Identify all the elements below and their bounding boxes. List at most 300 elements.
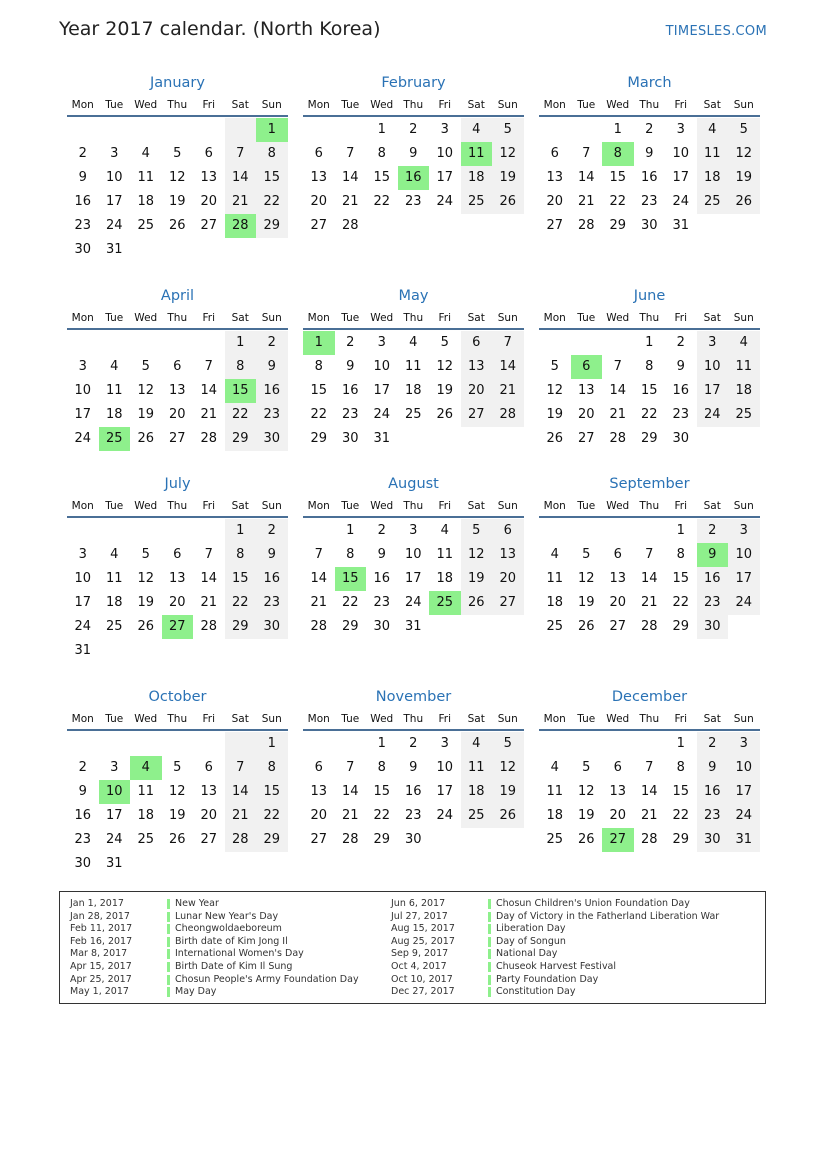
day-cell[interactable]: 20 bbox=[200, 808, 218, 823]
day-cell[interactable]: 3 bbox=[110, 146, 119, 161]
day-cell[interactable]: 9 bbox=[377, 547, 386, 562]
day-cell[interactable]: 10 bbox=[436, 760, 454, 775]
day-cell[interactable]: 24 bbox=[697, 403, 729, 427]
day-cell[interactable]: 14 bbox=[310, 571, 328, 586]
day-cell[interactable]: 30 bbox=[74, 242, 92, 257]
day-cell[interactable]: 16 bbox=[672, 383, 690, 398]
day-cell[interactable]: 5 bbox=[173, 760, 182, 775]
day-cell[interactable]: 13 bbox=[577, 383, 595, 398]
day-cell[interactable]: 9 bbox=[256, 355, 288, 379]
holiday-day-cell[interactable]: 1 bbox=[303, 331, 335, 355]
day-cell[interactable]: 21 bbox=[225, 804, 257, 828]
day-cell[interactable]: 1 bbox=[676, 736, 685, 751]
day-cell[interactable]: 18 bbox=[546, 595, 564, 610]
day-cell[interactable]: 3 bbox=[440, 122, 449, 137]
day-cell[interactable]: 25 bbox=[546, 832, 564, 847]
day-cell[interactable]: 17 bbox=[697, 379, 729, 403]
day-cell[interactable]: 27 bbox=[492, 591, 524, 615]
day-cell[interactable]: 16 bbox=[697, 780, 729, 804]
day-cell[interactable]: 23 bbox=[697, 591, 729, 615]
day-cell[interactable]: 18 bbox=[137, 808, 155, 823]
day-cell[interactable]: 1 bbox=[377, 736, 386, 751]
day-cell[interactable]: 9 bbox=[256, 543, 288, 567]
day-cell[interactable]: 2 bbox=[409, 736, 418, 751]
holiday-day-cell[interactable]: 9 bbox=[697, 543, 729, 567]
day-cell[interactable]: 29 bbox=[373, 832, 391, 847]
day-cell[interactable]: 13 bbox=[310, 784, 328, 799]
day-cell[interactable]: 14 bbox=[225, 166, 257, 190]
day-cell[interactable]: 17 bbox=[373, 383, 391, 398]
day-cell[interactable]: 3 bbox=[728, 519, 760, 543]
day-cell[interactable]: 23 bbox=[697, 804, 729, 828]
day-cell[interactable]: 25 bbox=[728, 403, 760, 427]
day-cell[interactable]: 23 bbox=[341, 407, 359, 422]
day-cell[interactable]: 20 bbox=[577, 407, 595, 422]
day-cell[interactable]: 15 bbox=[609, 170, 627, 185]
day-cell[interactable]: 25 bbox=[697, 190, 729, 214]
day-cell[interactable]: 4 bbox=[409, 335, 418, 350]
day-cell[interactable]: 4 bbox=[141, 146, 150, 161]
holiday-day-cell[interactable]: 25 bbox=[429, 591, 461, 615]
holiday-day-cell[interactable]: 8 bbox=[602, 142, 634, 166]
day-cell[interactable]: 24 bbox=[728, 804, 760, 828]
day-cell[interactable]: 12 bbox=[728, 142, 760, 166]
day-cell[interactable]: 18 bbox=[461, 166, 493, 190]
day-cell[interactable]: 21 bbox=[341, 194, 359, 209]
day-cell[interactable]: 8 bbox=[256, 756, 288, 780]
day-cell[interactable]: 28 bbox=[341, 218, 359, 233]
day-cell[interactable]: 21 bbox=[640, 808, 658, 823]
day-cell[interactable]: 26 bbox=[577, 832, 595, 847]
day-cell[interactable]: 17 bbox=[672, 170, 690, 185]
day-cell[interactable]: 9 bbox=[78, 784, 87, 799]
day-cell[interactable]: 1 bbox=[676, 523, 685, 538]
day-cell[interactable]: 30 bbox=[404, 832, 422, 847]
day-cell[interactable]: 25 bbox=[105, 619, 123, 634]
day-cell[interactable]: 31 bbox=[105, 242, 123, 257]
day-cell[interactable]: 22 bbox=[225, 403, 257, 427]
day-cell[interactable]: 17 bbox=[74, 595, 92, 610]
day-cell[interactable]: 1 bbox=[225, 519, 257, 543]
day-cell[interactable]: 28 bbox=[310, 619, 328, 634]
day-cell[interactable]: 25 bbox=[546, 619, 564, 634]
day-cell[interactable]: 19 bbox=[492, 166, 524, 190]
day-cell[interactable]: 23 bbox=[74, 832, 92, 847]
day-cell[interactable]: 25 bbox=[137, 832, 155, 847]
day-cell[interactable]: 27 bbox=[200, 218, 218, 233]
day-cell[interactable]: 21 bbox=[200, 407, 218, 422]
day-cell[interactable]: 2 bbox=[346, 335, 355, 350]
day-cell[interactable]: 20 bbox=[492, 567, 524, 591]
day-cell[interactable]: 27 bbox=[310, 218, 328, 233]
day-cell[interactable]: 19 bbox=[577, 808, 595, 823]
day-cell[interactable]: 12 bbox=[461, 543, 493, 567]
day-cell[interactable]: 25 bbox=[137, 218, 155, 233]
day-cell[interactable]: 23 bbox=[256, 403, 288, 427]
day-cell[interactable]: 16 bbox=[373, 571, 391, 586]
day-cell[interactable]: 13 bbox=[461, 355, 493, 379]
day-cell[interactable]: 16 bbox=[256, 379, 288, 403]
day-cell[interactable]: 13 bbox=[168, 383, 186, 398]
day-cell[interactable]: 21 bbox=[225, 190, 257, 214]
day-cell[interactable]: 9 bbox=[676, 359, 685, 374]
day-cell[interactable]: 18 bbox=[404, 383, 422, 398]
day-cell[interactable]: 28 bbox=[200, 619, 218, 634]
day-cell[interactable]: 25 bbox=[461, 190, 493, 214]
day-cell[interactable]: 10 bbox=[728, 756, 760, 780]
day-cell[interactable]: 19 bbox=[546, 407, 564, 422]
day-cell[interactable]: 5 bbox=[582, 547, 591, 562]
day-cell[interactable]: 24 bbox=[436, 194, 454, 209]
day-cell[interactable]: 3 bbox=[78, 547, 87, 562]
day-cell[interactable]: 18 bbox=[546, 808, 564, 823]
day-cell[interactable]: 6 bbox=[314, 760, 323, 775]
day-cell[interactable]: 20 bbox=[168, 595, 186, 610]
day-cell[interactable]: 20 bbox=[609, 808, 627, 823]
day-cell[interactable]: 5 bbox=[141, 547, 150, 562]
day-cell[interactable]: 4 bbox=[550, 547, 559, 562]
day-cell[interactable]: 21 bbox=[640, 595, 658, 610]
day-cell[interactable]: 10 bbox=[373, 359, 391, 374]
day-cell[interactable]: 19 bbox=[137, 407, 155, 422]
day-cell[interactable]: 31 bbox=[672, 218, 690, 233]
day-cell[interactable]: 6 bbox=[204, 760, 213, 775]
day-cell[interactable]: 29 bbox=[225, 615, 257, 639]
day-cell[interactable]: 15 bbox=[225, 567, 257, 591]
day-cell[interactable]: 1 bbox=[613, 122, 622, 137]
day-cell[interactable]: 26 bbox=[492, 190, 524, 214]
day-cell[interactable]: 13 bbox=[546, 170, 564, 185]
day-cell[interactable]: 7 bbox=[225, 142, 257, 166]
day-cell[interactable]: 3 bbox=[409, 523, 418, 538]
holiday-day-cell[interactable]: 28 bbox=[225, 214, 257, 238]
day-cell[interactable]: 29 bbox=[310, 431, 328, 446]
day-cell[interactable]: 20 bbox=[168, 407, 186, 422]
day-cell[interactable]: 8 bbox=[377, 760, 386, 775]
day-cell[interactable]: 6 bbox=[461, 331, 493, 355]
day-cell[interactable]: 4 bbox=[110, 359, 119, 374]
day-cell[interactable]: 26 bbox=[577, 619, 595, 634]
day-cell[interactable]: 7 bbox=[346, 760, 355, 775]
day-cell[interactable]: 15 bbox=[256, 166, 288, 190]
day-cell[interactable]: 9 bbox=[78, 170, 87, 185]
day-cell[interactable]: 17 bbox=[728, 567, 760, 591]
day-cell[interactable]: 29 bbox=[341, 619, 359, 634]
day-cell[interactable]: 31 bbox=[373, 431, 391, 446]
day-cell[interactable]: 24 bbox=[436, 808, 454, 823]
day-cell[interactable]: 22 bbox=[225, 591, 257, 615]
day-cell[interactable]: 18 bbox=[461, 780, 493, 804]
day-cell[interactable]: 24 bbox=[74, 619, 92, 634]
day-cell[interactable]: 18 bbox=[728, 379, 760, 403]
holiday-day-cell[interactable]: 15 bbox=[335, 567, 367, 591]
day-cell[interactable]: 17 bbox=[728, 780, 760, 804]
day-cell[interactable]: 29 bbox=[640, 431, 658, 446]
day-cell[interactable]: 14 bbox=[609, 383, 627, 398]
day-cell[interactable]: 10 bbox=[105, 170, 123, 185]
day-cell[interactable]: 28 bbox=[640, 832, 658, 847]
day-cell[interactable]: 16 bbox=[697, 567, 729, 591]
day-cell[interactable]: 8 bbox=[314, 359, 323, 374]
day-cell[interactable]: 12 bbox=[137, 383, 155, 398]
day-cell[interactable]: 5 bbox=[461, 519, 493, 543]
day-cell[interactable]: 3 bbox=[78, 359, 87, 374]
day-cell[interactable]: 16 bbox=[256, 567, 288, 591]
day-cell[interactable]: 7 bbox=[582, 146, 591, 161]
day-cell[interactable]: 21 bbox=[609, 407, 627, 422]
holiday-day-cell[interactable]: 27 bbox=[162, 615, 194, 639]
day-cell[interactable]: 13 bbox=[492, 543, 524, 567]
day-cell[interactable]: 21 bbox=[577, 194, 595, 209]
day-cell[interactable]: 20 bbox=[200, 194, 218, 209]
day-cell[interactable]: 27 bbox=[546, 218, 564, 233]
day-cell[interactable]: 26 bbox=[492, 804, 524, 828]
day-cell[interactable]: 19 bbox=[728, 166, 760, 190]
day-cell[interactable]: 8 bbox=[225, 355, 257, 379]
day-cell[interactable]: 14 bbox=[225, 780, 257, 804]
day-cell[interactable]: 22 bbox=[341, 595, 359, 610]
day-cell[interactable]: 12 bbox=[492, 142, 524, 166]
day-cell[interactable]: 24 bbox=[672, 194, 690, 209]
day-cell[interactable]: 24 bbox=[105, 832, 123, 847]
day-cell[interactable]: 4 bbox=[110, 547, 119, 562]
day-cell[interactable]: 2 bbox=[78, 760, 87, 775]
day-cell[interactable]: 14 bbox=[200, 383, 218, 398]
day-cell[interactable]: 26 bbox=[546, 431, 564, 446]
day-cell[interactable]: 17 bbox=[436, 784, 454, 799]
day-cell[interactable]: 5 bbox=[173, 146, 182, 161]
day-cell[interactable]: 4 bbox=[728, 331, 760, 355]
day-cell[interactable]: 21 bbox=[341, 808, 359, 823]
day-cell[interactable]: 29 bbox=[672, 832, 690, 847]
holiday-day-cell[interactable]: 1 bbox=[256, 118, 288, 142]
day-cell[interactable]: 30 bbox=[256, 615, 288, 639]
day-cell[interactable]: 11 bbox=[436, 547, 454, 562]
day-cell[interactable]: 26 bbox=[137, 431, 155, 446]
day-cell[interactable]: 11 bbox=[546, 571, 564, 586]
day-cell[interactable]: 2 bbox=[256, 331, 288, 355]
day-cell[interactable]: 3 bbox=[110, 760, 119, 775]
day-cell[interactable]: 30 bbox=[341, 431, 359, 446]
day-cell[interactable]: 26 bbox=[168, 832, 186, 847]
day-cell[interactable]: 12 bbox=[168, 784, 186, 799]
day-cell[interactable]: 11 bbox=[137, 784, 155, 799]
day-cell[interactable]: 19 bbox=[492, 780, 524, 804]
day-cell[interactable]: 3 bbox=[377, 335, 386, 350]
day-cell[interactable]: 7 bbox=[346, 146, 355, 161]
day-cell[interactable]: 11 bbox=[461, 756, 493, 780]
day-cell[interactable]: 7 bbox=[225, 756, 257, 780]
day-cell[interactable]: 10 bbox=[74, 383, 92, 398]
day-cell[interactable]: 6 bbox=[173, 359, 182, 374]
day-cell[interactable]: 10 bbox=[728, 543, 760, 567]
day-cell[interactable]: 7 bbox=[204, 359, 213, 374]
day-cell[interactable]: 4 bbox=[461, 732, 493, 756]
day-cell[interactable]: 10 bbox=[74, 571, 92, 586]
day-cell[interactable]: 28 bbox=[225, 828, 257, 852]
day-cell[interactable]: 27 bbox=[461, 403, 493, 427]
day-cell[interactable]: 12 bbox=[436, 359, 454, 374]
day-cell[interactable]: 27 bbox=[168, 431, 186, 446]
day-cell[interactable]: 23 bbox=[373, 595, 391, 610]
day-cell[interactable]: 31 bbox=[404, 619, 422, 634]
day-cell[interactable]: 26 bbox=[168, 218, 186, 233]
day-cell[interactable]: 27 bbox=[310, 832, 328, 847]
day-cell[interactable]: 22 bbox=[310, 407, 328, 422]
day-cell[interactable]: 19 bbox=[137, 595, 155, 610]
day-cell[interactable]: 10 bbox=[697, 355, 729, 379]
day-cell[interactable]: 17 bbox=[404, 571, 422, 586]
day-cell[interactable]: 7 bbox=[314, 547, 323, 562]
day-cell[interactable]: 6 bbox=[173, 547, 182, 562]
day-cell[interactable]: 15 bbox=[256, 780, 288, 804]
day-cell[interactable]: 23 bbox=[640, 194, 658, 209]
day-cell[interactable]: 14 bbox=[341, 784, 359, 799]
day-cell[interactable]: 31 bbox=[105, 856, 123, 871]
day-cell[interactable]: 20 bbox=[310, 808, 328, 823]
day-cell[interactable]: 12 bbox=[577, 571, 595, 586]
day-cell[interactable]: 21 bbox=[200, 595, 218, 610]
day-cell[interactable]: 9 bbox=[697, 756, 729, 780]
day-cell[interactable]: 19 bbox=[461, 567, 493, 591]
day-cell[interactable]: 27 bbox=[609, 619, 627, 634]
day-cell[interactable]: 11 bbox=[697, 142, 729, 166]
day-cell[interactable]: 31 bbox=[74, 643, 92, 658]
day-cell[interactable]: 28 bbox=[577, 218, 595, 233]
day-cell[interactable]: 12 bbox=[546, 383, 564, 398]
day-cell[interactable]: 5 bbox=[728, 118, 760, 142]
day-cell[interactable]: 20 bbox=[461, 379, 493, 403]
day-cell[interactable]: 8 bbox=[645, 359, 654, 374]
day-cell[interactable]: 13 bbox=[310, 170, 328, 185]
day-cell[interactable]: 26 bbox=[728, 190, 760, 214]
day-cell[interactable]: 28 bbox=[640, 619, 658, 634]
day-cell[interactable]: 13 bbox=[200, 170, 218, 185]
day-cell[interactable]: 21 bbox=[492, 379, 524, 403]
day-cell[interactable]: 28 bbox=[341, 832, 359, 847]
day-cell[interactable]: 28 bbox=[200, 431, 218, 446]
day-cell[interactable]: 29 bbox=[256, 828, 288, 852]
holiday-day-cell[interactable]: 27 bbox=[602, 828, 634, 852]
day-cell[interactable]: 26 bbox=[436, 407, 454, 422]
day-cell[interactable]: 24 bbox=[373, 407, 391, 422]
day-cell[interactable]: 5 bbox=[492, 118, 524, 142]
day-cell[interactable]: 6 bbox=[550, 146, 559, 161]
day-cell[interactable]: 5 bbox=[440, 335, 449, 350]
day-cell[interactable]: 16 bbox=[74, 194, 92, 209]
day-cell[interactable]: 7 bbox=[645, 547, 654, 562]
day-cell[interactable]: 9 bbox=[346, 359, 355, 374]
day-cell[interactable]: 8 bbox=[256, 142, 288, 166]
day-cell[interactable]: 16 bbox=[640, 170, 658, 185]
day-cell[interactable]: 26 bbox=[461, 591, 493, 615]
day-cell[interactable]: 18 bbox=[697, 166, 729, 190]
day-cell[interactable]: 9 bbox=[409, 760, 418, 775]
day-cell[interactable]: 12 bbox=[168, 170, 186, 185]
day-cell[interactable]: 24 bbox=[404, 595, 422, 610]
day-cell[interactable]: 15 bbox=[373, 784, 391, 799]
day-cell[interactable]: 19 bbox=[168, 808, 186, 823]
day-cell[interactable]: 6 bbox=[613, 547, 622, 562]
day-cell[interactable]: 11 bbox=[105, 571, 123, 586]
day-cell[interactable]: 30 bbox=[697, 828, 729, 852]
day-cell[interactable]: 27 bbox=[577, 431, 595, 446]
day-cell[interactable]: 1 bbox=[225, 331, 257, 355]
day-cell[interactable]: 3 bbox=[676, 122, 685, 137]
day-cell[interactable]: 16 bbox=[341, 383, 359, 398]
day-cell[interactable]: 16 bbox=[404, 784, 422, 799]
day-cell[interactable]: 29 bbox=[672, 619, 690, 634]
day-cell[interactable]: 8 bbox=[225, 543, 257, 567]
day-cell[interactable]: 8 bbox=[676, 760, 685, 775]
day-cell[interactable]: 27 bbox=[200, 832, 218, 847]
day-cell[interactable]: 15 bbox=[373, 170, 391, 185]
day-cell[interactable]: 5 bbox=[582, 760, 591, 775]
day-cell[interactable]: 4 bbox=[461, 118, 493, 142]
day-cell[interactable]: 25 bbox=[404, 407, 422, 422]
day-cell[interactable]: 23 bbox=[404, 194, 422, 209]
day-cell[interactable]: 3 bbox=[440, 736, 449, 751]
day-cell[interactable]: 18 bbox=[137, 194, 155, 209]
day-cell[interactable]: 11 bbox=[546, 784, 564, 799]
day-cell[interactable]: 8 bbox=[377, 146, 386, 161]
day-cell[interactable]: 11 bbox=[404, 359, 422, 374]
day-cell[interactable]: 15 bbox=[640, 383, 658, 398]
day-cell[interactable]: 29 bbox=[609, 218, 627, 233]
day-cell[interactable]: 8 bbox=[676, 547, 685, 562]
day-cell[interactable]: 2 bbox=[256, 519, 288, 543]
day-cell[interactable]: 20 bbox=[546, 194, 564, 209]
day-cell[interactable]: 1 bbox=[377, 122, 386, 137]
day-cell[interactable]: 30 bbox=[672, 431, 690, 446]
day-cell[interactable]: 2 bbox=[697, 519, 729, 543]
day-cell[interactable]: 29 bbox=[256, 214, 288, 238]
day-cell[interactable]: 9 bbox=[409, 146, 418, 161]
day-cell[interactable]: 28 bbox=[492, 403, 524, 427]
day-cell[interactable]: 11 bbox=[105, 383, 123, 398]
day-cell[interactable]: 28 bbox=[609, 431, 627, 446]
day-cell[interactable]: 22 bbox=[640, 407, 658, 422]
day-cell[interactable]: 1 bbox=[256, 732, 288, 756]
day-cell[interactable]: 13 bbox=[609, 784, 627, 799]
day-cell[interactable]: 11 bbox=[137, 170, 155, 185]
day-cell[interactable]: 14 bbox=[577, 170, 595, 185]
day-cell[interactable]: 2 bbox=[676, 335, 685, 350]
day-cell[interactable]: 30 bbox=[373, 619, 391, 634]
day-cell[interactable]: 24 bbox=[728, 591, 760, 615]
day-cell[interactable]: 4 bbox=[550, 760, 559, 775]
day-cell[interactable]: 30 bbox=[256, 427, 288, 451]
day-cell[interactable]: 24 bbox=[74, 431, 92, 446]
day-cell[interactable]: 2 bbox=[78, 146, 87, 161]
day-cell[interactable]: 1 bbox=[645, 335, 654, 350]
day-cell[interactable]: 12 bbox=[492, 756, 524, 780]
day-cell[interactable]: 3 bbox=[728, 732, 760, 756]
day-cell[interactable]: 16 bbox=[74, 808, 92, 823]
day-cell[interactable]: 12 bbox=[577, 784, 595, 799]
day-cell[interactable]: 22 bbox=[373, 194, 391, 209]
day-cell[interactable]: 19 bbox=[436, 383, 454, 398]
day-cell[interactable]: 10 bbox=[404, 547, 422, 562]
holiday-day-cell[interactable]: 15 bbox=[225, 379, 257, 403]
day-cell[interactable]: 23 bbox=[74, 218, 92, 233]
day-cell[interactable]: 4 bbox=[440, 523, 449, 538]
day-cell[interactable]: 10 bbox=[672, 146, 690, 161]
day-cell[interactable]: 18 bbox=[105, 595, 123, 610]
day-cell[interactable]: 17 bbox=[105, 808, 123, 823]
day-cell[interactable]: 19 bbox=[577, 595, 595, 610]
day-cell[interactable]: 22 bbox=[672, 808, 690, 823]
